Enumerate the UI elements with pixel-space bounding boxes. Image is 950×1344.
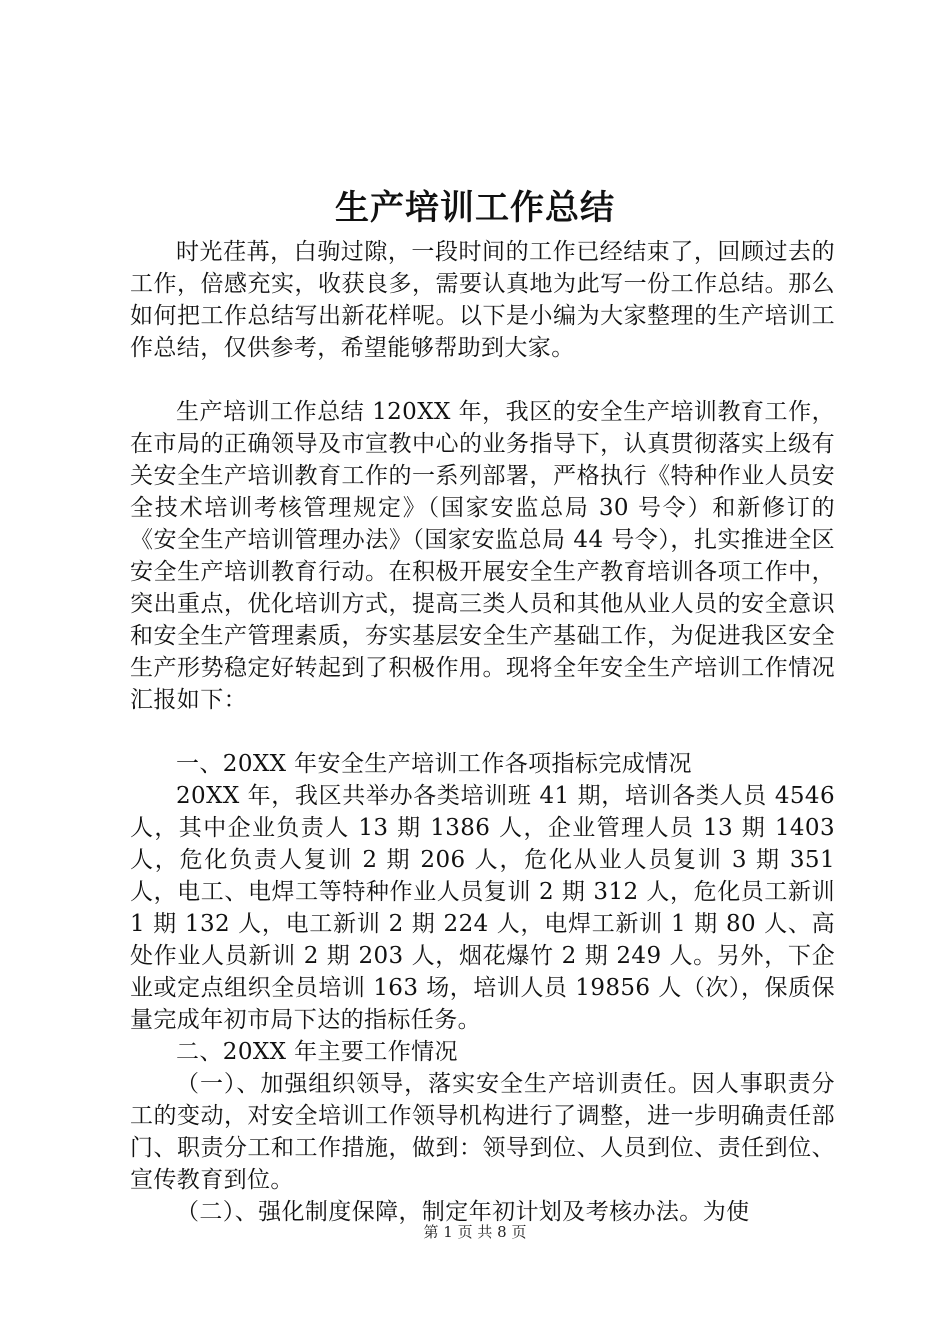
section-heading-2: 二、20XX 年主要工作情况 (176, 1039, 458, 1065)
document-title: 生产培训工作总结 (335, 188, 615, 228)
work-item-1-paragraph: （一）、加强组织领导，落实安全生产培训责任。因人事职责分工的变动，对安全培训工作领导机构进行了调整，进一步明确责任部门、职责分工和工作措施，做到：领导到位、人员到位、责任到位、宣传教育到位。 (130, 1071, 835, 1193)
document-body (130, 236, 835, 1228)
indicators-paragraph: 20XX 年，我区共举办各类培训班 41 期，培训各类人员 4546 人，其中企业负责人 13 期 1386 人，企业管理人员 13 期 1403 人，危化负责人复训 2 期 206 人，危化从业人员复训 3 期 351 人，电工、电焊工等特种作业人员复训 2 期 312 人，危化员工新训 1 期 132 人，电工新训 2 期 224 人，电焊工新训 1 期 80 人、高处作业人员新训 2 期 203 人，烟花爆竹 2 期 249 人。另外，下企业或定点组织全员培训 163 场，培训人员 19856 人（次），保质保量完成年初市局下达的指标任务。 (130, 783, 835, 1033)
section-heading-1: 一、20XX 年安全生产培训工作各项指标完成情况 (176, 751, 692, 777)
intro-paragraph: 时光荏苒，白驹过隙，一段时间的工作已经结束了，回顾过去的工作，倍感充实，收获良多，需要认真地为此写一份工作总结。那么如何把工作总结写出新花样呢。以下是小编为大家整理的生产培训工作总结，仅供参考，希望能够帮助到大家。 (130, 239, 835, 361)
page-number-footer: 第 1 页 共 8 页 (423, 1223, 527, 1241)
paragraph-spacer (130, 364, 835, 396)
paragraph-spacer (130, 716, 835, 748)
summary-paragraph: 生产培训工作总结 120XX 年，我区的安全生产培训教育工作，在市局的正确领导及市宣教中心的业务指导下，认真贯彻落实上级有关安全生产培训教育工作的一系列部署，严格执行《特种作业人员安全技术培训考核管理规定》（国家安监总局 30 号令）和新修订的《安全生产培训管理办法》（国家安监总局 44 号令），扎实推进全区安全生产培训教育行动。在积极开展安全生产教育培训各项工作中，突出重点，优化培训方式，提高三类人员和其他从业人员的安全意识和安全生产管理素质，夯实基层安全生产基础工作，为促进我区安全生产形势稳定好转起到了积极作用。现将全年安全生产培训工作情况汇报如下： (130, 399, 835, 713)
work-item-2-paragraph: （二）、强化制度保障，制定年初计划及考核办法。为使 (176, 1199, 750, 1225)
